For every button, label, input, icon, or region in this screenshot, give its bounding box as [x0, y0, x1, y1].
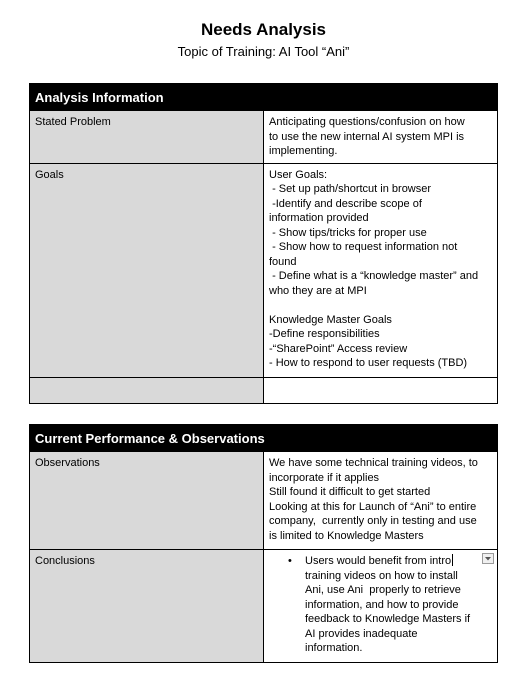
list-item[interactable] [288, 554, 474, 656]
text-line: Looking at this for Launch of “Ani” to entire [269, 500, 477, 513]
conclusions-editor[interactable] [269, 554, 492, 656]
table-row-empty [30, 377, 498, 403]
table-row-observations [30, 452, 498, 550]
text-line: who they are at MPI [269, 284, 367, 297]
text-line: Still found it difficult to get started [269, 486, 431, 498]
goals-label[interactable]: Goals [30, 163, 264, 377]
text-line: -Define responsibilities [269, 328, 380, 340]
text-line: is limited to Knowledge Masters [269, 529, 424, 542]
text-line: - Define what is a “knowledge master” and [269, 270, 479, 282]
table-row-conclusions [30, 550, 498, 663]
text-cursor [452, 554, 453, 566]
text-line: - How to respond to user requests (TBD) [269, 357, 468, 369]
observations-label[interactable]: Observations [30, 452, 264, 550]
table-row-stated-problem [30, 111, 498, 164]
text-line: incorporate if it applies [269, 471, 380, 484]
stated-problem-value[interactable] [264, 111, 498, 164]
text-line: AI provides inadequate [305, 627, 418, 640]
empty-label-cell[interactable] [30, 377, 264, 403]
text-line: - Set up path/shortcut in browser [269, 183, 432, 195]
current-performance-table [29, 424, 498, 663]
text-line: Knowledge Master Goals [269, 313, 392, 326]
blank-line [269, 298, 492, 313]
text-line: company, currently only in testing and use [269, 515, 477, 527]
conclusions-label[interactable]: Conclusions [30, 550, 264, 663]
cell-options-dropdown-button[interactable] [482, 553, 494, 564]
text-line: information. [305, 642, 363, 654]
text-line: Ani, use Ani properly to retrieve [305, 584, 461, 596]
bullet-icon: • [288, 555, 292, 567]
current-performance-header: Current Performance & Observations [30, 425, 498, 452]
text-line: We have some technical training videos, to [269, 457, 478, 469]
text-line: information provided [269, 212, 369, 224]
text-line: information, and how to provide [305, 598, 459, 611]
text-line: implementing. [269, 145, 338, 157]
empty-value-cell[interactable] [264, 377, 498, 403]
text-line: Anticipating questions/confusion on how [269, 116, 465, 128]
stated-problem-label[interactable]: Stated Problem [30, 111, 264, 164]
analysis-information-table [29, 83, 498, 404]
analysis-information-header: Analysis Information [30, 84, 498, 111]
text-line: -“SharePoint” Access review [269, 342, 408, 355]
text-line: to use the new internal AI system MPI is [269, 130, 465, 143]
conclusions-value[interactable] [264, 550, 498, 663]
chevron-down-icon [483, 554, 493, 563]
text-line: found [269, 255, 297, 268]
text-line: -Identify and describe scope of [269, 197, 422, 210]
text-line: User Goals: [269, 168, 328, 181]
text-line: feedback to Knowledge Masters if [305, 613, 471, 625]
conclusions-bullet-list [269, 554, 492, 656]
table-row-goals [30, 163, 498, 377]
text-segment: Users would benefit from intro [305, 555, 452, 567]
text-line: training videos on how to install [305, 569, 458, 582]
document-subtitle: Topic of Training: AI Tool “Ani” [177, 44, 350, 59]
text-line [305, 554, 474, 569]
text-line: - Show tips/tricks for proper use [269, 226, 427, 239]
text-line: - Show how to request information not [269, 241, 458, 253]
document-title: Needs Analysis [200, 20, 327, 39]
observations-value[interactable] [264, 452, 498, 550]
goals-value[interactable] [264, 163, 498, 377]
